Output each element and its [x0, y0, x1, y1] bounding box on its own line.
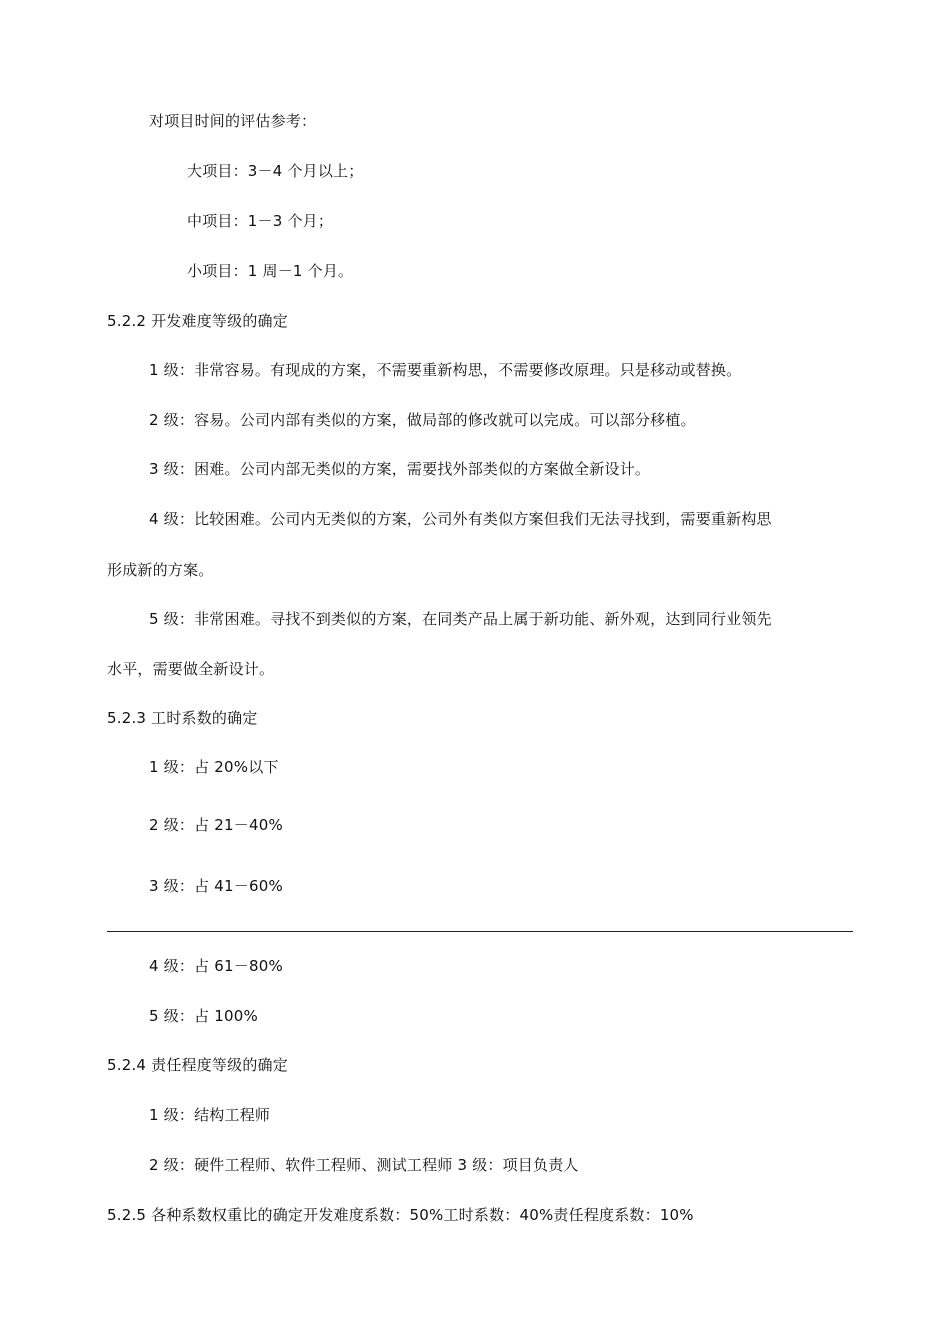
- weights-line: 5.2.5 各种系数权重比的确定开发难度系数：50%工时系数：40%责任程度系数：10%: [107, 1206, 694, 1224]
- large-project-item: 大项目：3－4 个月以上；: [187, 162, 364, 180]
- difficulty-level-5-line-2: 水平，需要做全新设计。: [107, 660, 275, 678]
- section-heading-responsibility: 5.2.4 责任程度等级的确定: [107, 1056, 288, 1074]
- work-hours-level-2: 2 级：占 21－40%: [149, 816, 283, 834]
- page-divider: [107, 931, 853, 932]
- section-heading-work-hours: 5.2.3 工时系数的确定: [107, 709, 258, 727]
- work-hours-level-1: 1 级：占 20%以下: [149, 758, 279, 776]
- responsibility-level-2-3: 2 级：硬件工程师、软件工程师、测试工程师 3 级：项目负责人: [149, 1156, 579, 1174]
- difficulty-level-4-line-2: 形成新的方案。: [107, 561, 214, 579]
- difficulty-level-2: 2 级：容易。公司内部有类似的方案，做局部的修改就可以完成。可以部分移植。: [149, 411, 696, 429]
- medium-project-item: 中项目：1－3 个月；: [187, 212, 334, 230]
- difficulty-level-3: 3 级：困难。公司内部无类似的方案，需要找外部类似的方案做全新设计。: [149, 460, 651, 478]
- section-heading-difficulty: 5.2.2 开发难度等级的确定: [107, 312, 288, 330]
- responsibility-level-1: 1 级：结构工程师: [149, 1106, 271, 1124]
- small-project-item: 小项目：1 周－1 个月。: [187, 262, 354, 280]
- difficulty-level-5-line-1: 5 级：非常困难。寻找不到类似的方案，在同类产品上属于新功能、新外观，达到同行业领先: [149, 610, 772, 628]
- work-hours-level-5: 5 级：占 100%: [149, 1007, 258, 1025]
- difficulty-level-1: 1 级：非常容易。有现成的方案，不需要重新构思，不需要修改原理。只是移动或替换。: [149, 361, 742, 379]
- work-hours-level-4: 4 级：占 61－80%: [149, 957, 283, 975]
- work-hours-level-3: 3 级：占 41－60%: [149, 877, 283, 895]
- difficulty-level-4-line-1: 4 级：比较困难。公司内无类似的方案，公司外有类似方案但我们无法寻找到，需要重新构思: [149, 510, 772, 528]
- time-reference-heading: 对项目时间的评估参考：: [149, 112, 317, 130]
